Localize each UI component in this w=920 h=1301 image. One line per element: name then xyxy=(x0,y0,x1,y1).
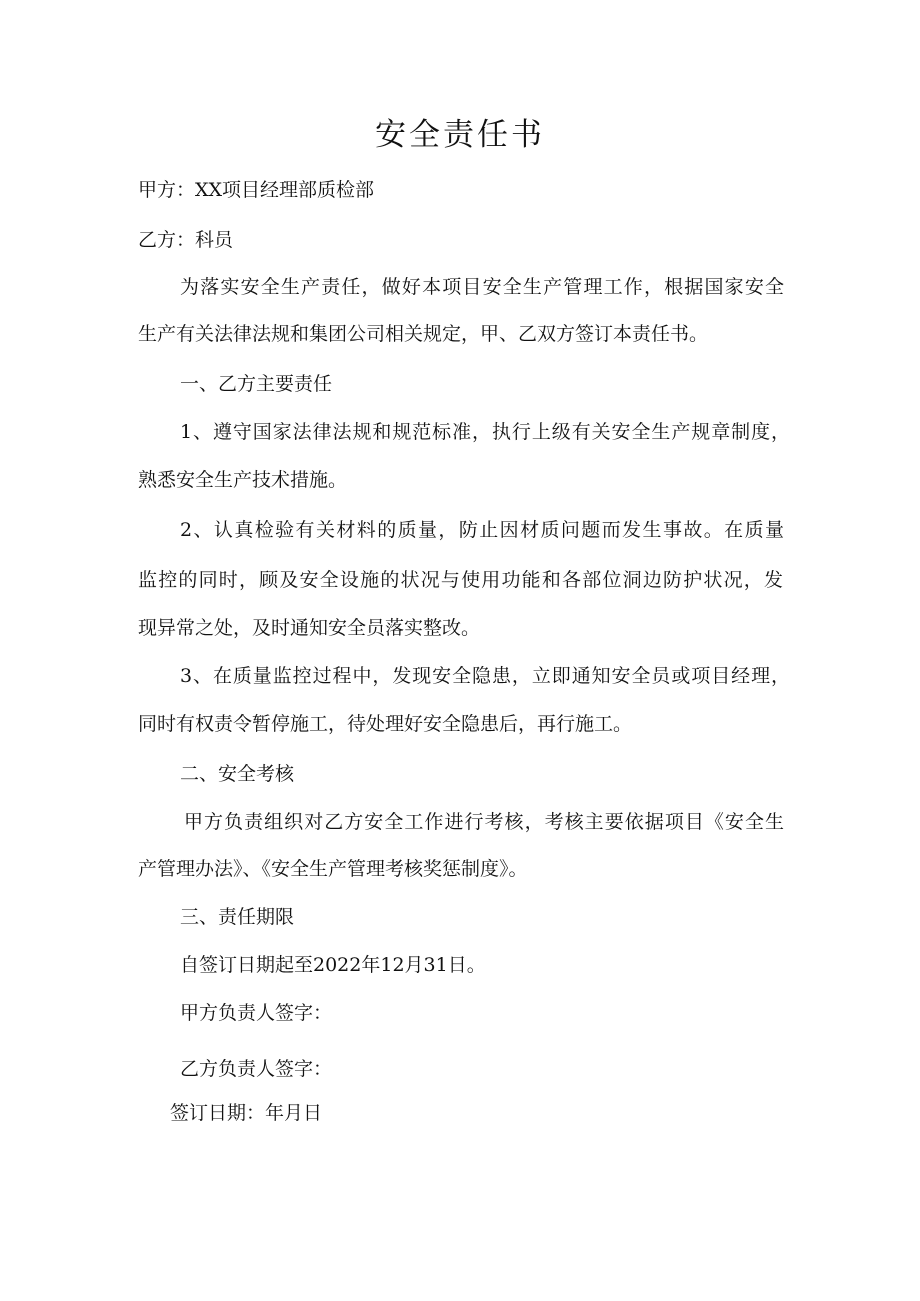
assessment-line-2: 产管理办法》、《安全生产管理考核奖惩制度》。 xyxy=(138,858,528,880)
term-line: 自签订日期起至2022年12月31日。 xyxy=(180,954,486,976)
section1-heading: 一、乙方主要责任 xyxy=(180,373,333,395)
party-a-signature: 甲方负责人签字： xyxy=(180,1002,333,1024)
item1-line-1: 1、遵守国家法律法规和规范标准，执行上级有关安全生产规章制度， xyxy=(180,421,790,443)
party-a-line: 甲方：XX项目经理部质检部 xyxy=(138,179,375,201)
item1-line-2: 熟悉安全生产技术措施。 xyxy=(138,469,348,491)
item3-line-1: 3、在质量监控过程中，发现安全隐患，立即通知安全员或项目经理， xyxy=(180,665,790,687)
intro-line-2: 生产有关法律法规和集团公司相关规定，甲、乙双方签订本责任书。 xyxy=(138,323,709,345)
item2-line-3: 现异常之处，及时通知安全员落实整改。 xyxy=(138,617,481,639)
section2-heading: 二、安全考核 xyxy=(180,763,295,785)
sign-date: 签订日期：年月日 xyxy=(170,1102,323,1124)
item2-line-1: 2、认真检验有关材料的质量，防止因材质问题而发生事故。在质量 xyxy=(180,519,784,541)
party-b-line: 乙方：科员 xyxy=(138,229,234,251)
section3-heading: 三、责任期限 xyxy=(180,906,295,928)
item3-line-2: 同时有权责令暂停施工，待处理好安全隐患后，再行施工。 xyxy=(138,713,633,735)
document-title: 安全责任书 xyxy=(375,117,545,153)
party-b-signature: 乙方负责人签字： xyxy=(180,1058,333,1080)
assessment-line-1: 甲方负责组织对乙方安全工作进行考核，考核主要依据项目《安全生 xyxy=(184,811,784,833)
item2-line-2: 监控的同时，顾及安全设施的状况与使用功能和各部位洞边防护状况，发 xyxy=(138,569,783,591)
intro-line-1: 为落实安全生产责任，做好本项目安全生产管理工作，根据国家安全 xyxy=(180,276,784,298)
